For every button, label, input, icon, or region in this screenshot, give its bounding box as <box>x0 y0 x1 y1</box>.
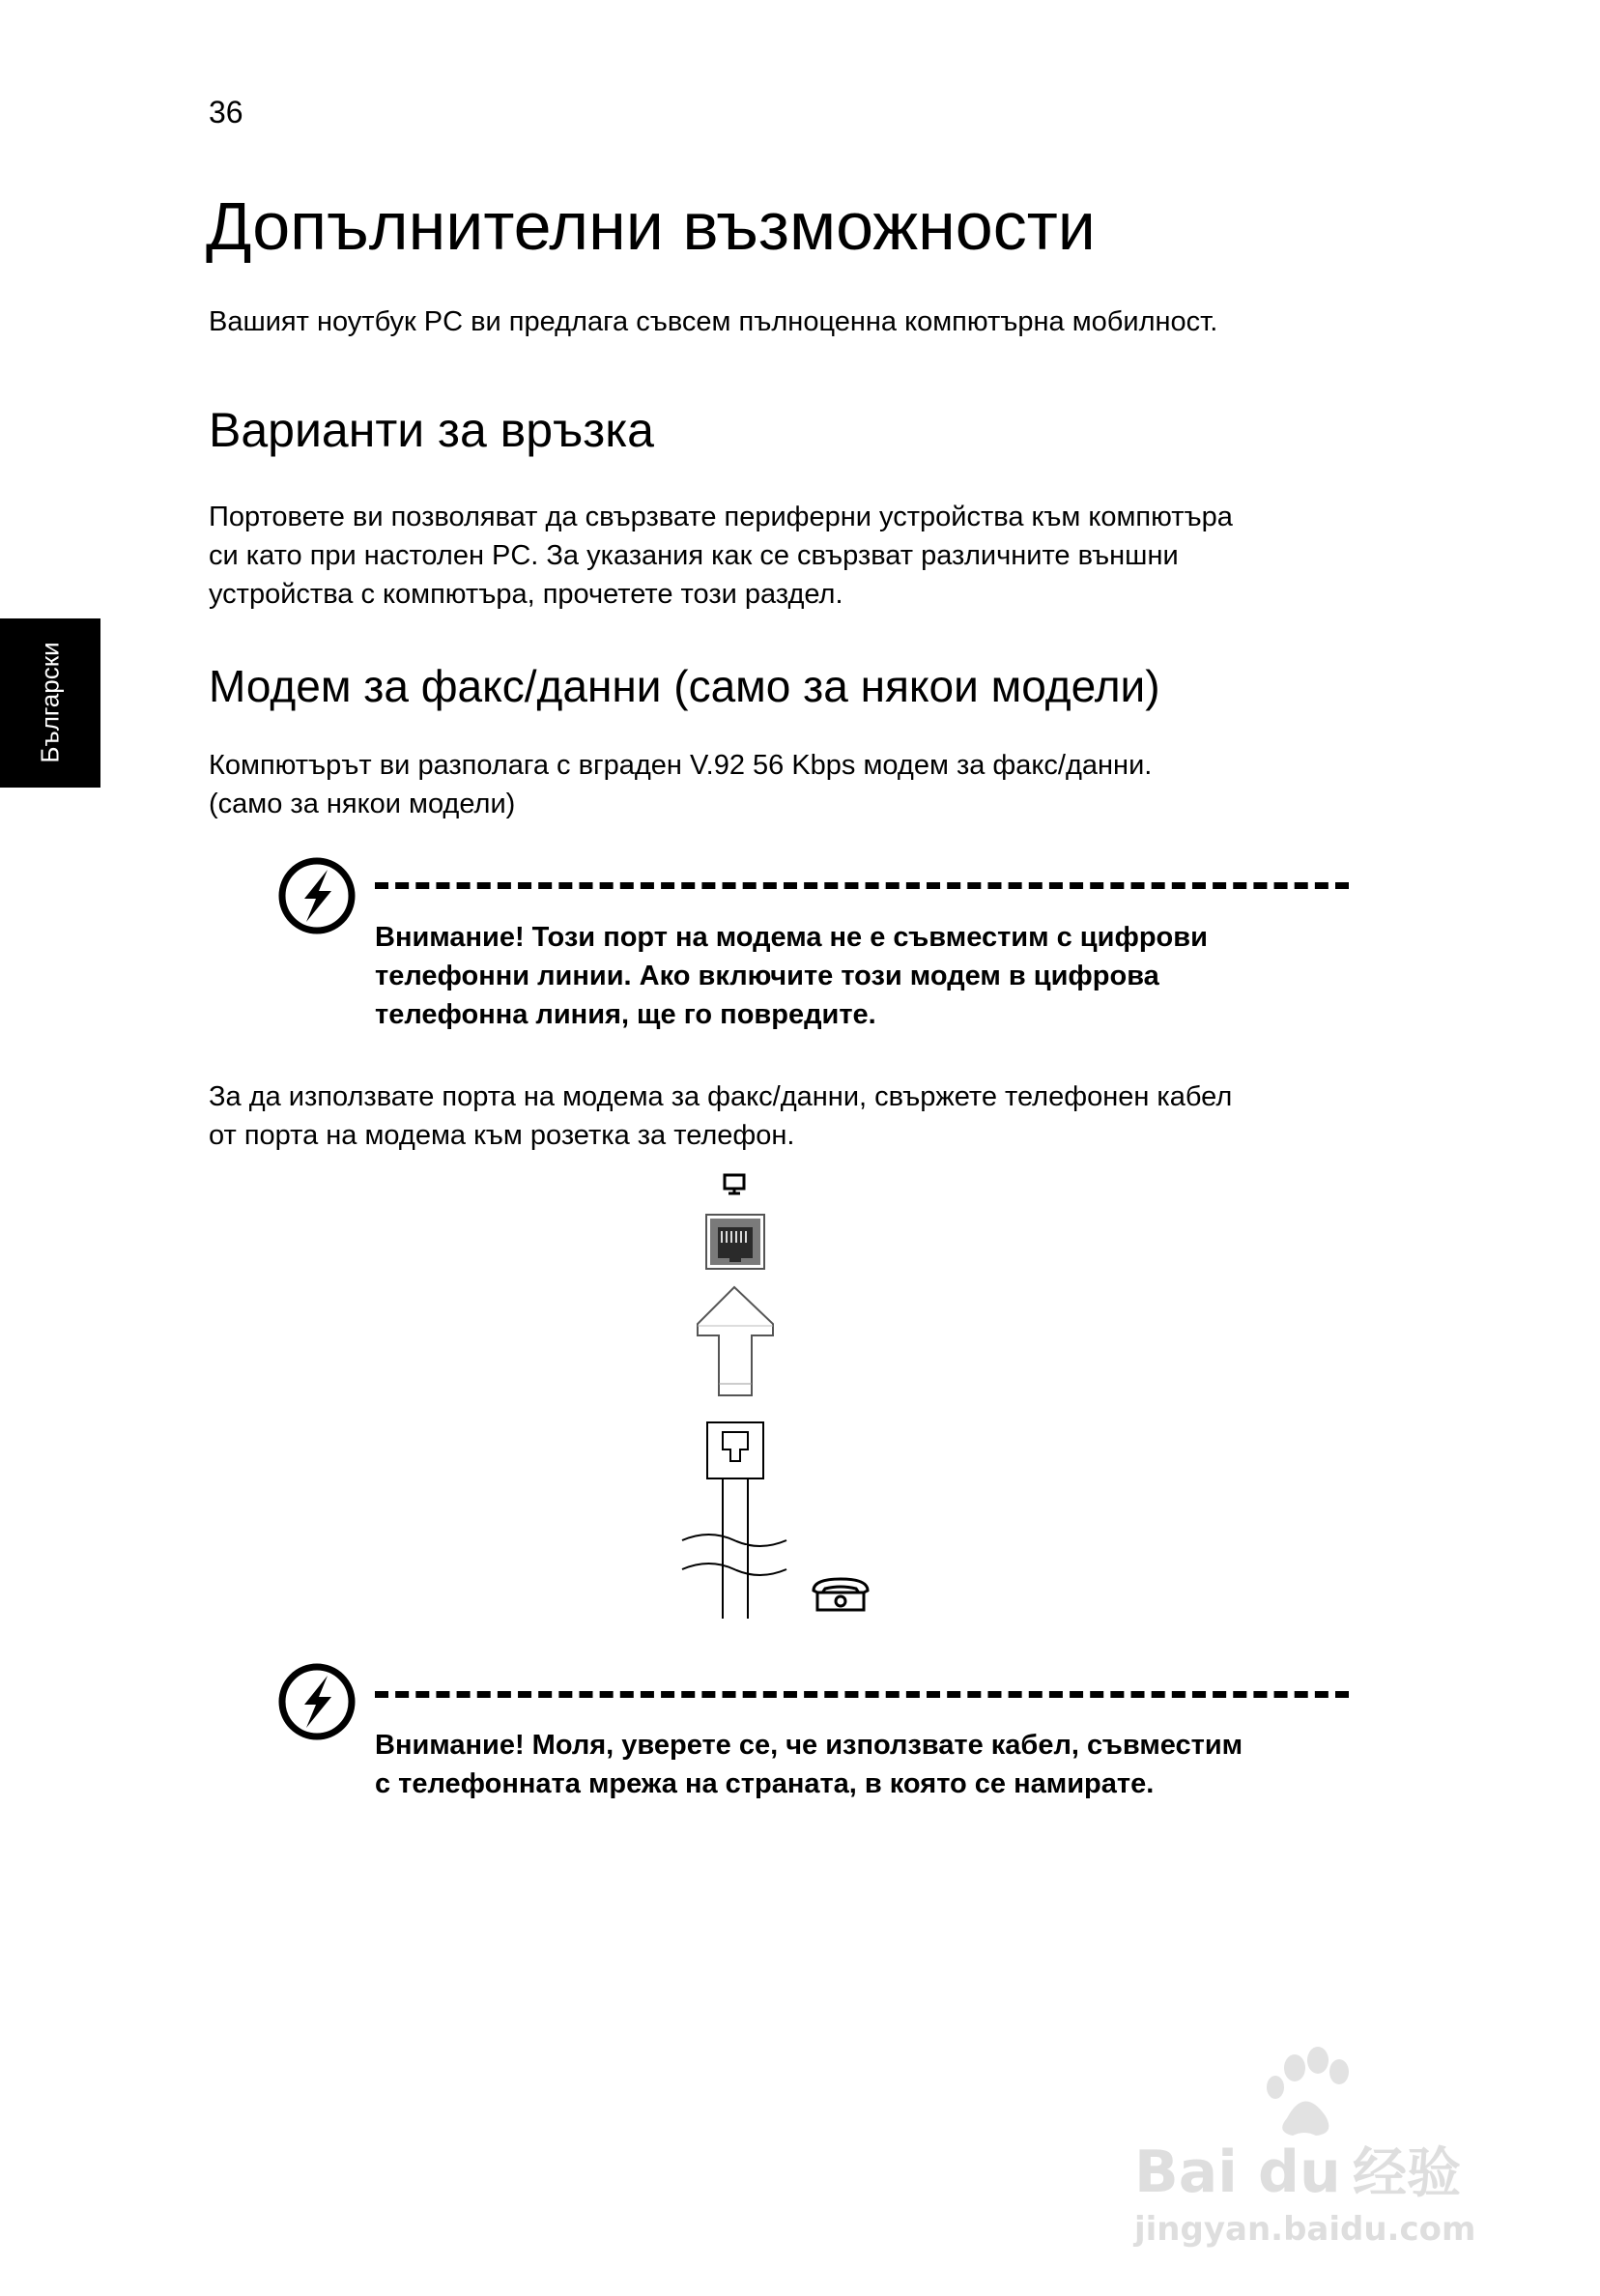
warning-line: с телефонната мрежа на страната, в която се намирате. <box>375 1768 1155 1799</box>
page-number: 36 <box>209 95 243 129</box>
section-heading-connectivity: Варианти за връзка <box>209 403 654 457</box>
warning-icon-1 <box>277 856 357 940</box>
side-tab-label: Български <box>35 642 65 763</box>
paw-logo-icon <box>1267 2047 1349 2136</box>
modem-port-symbol-icon <box>725 1175 744 1193</box>
watermark-cn: 经验 <box>1353 2142 1461 2205</box>
ports-paragraph <box>209 498 1233 614</box>
warning-icon-2 <box>277 1662 357 1746</box>
ports-line: Портовете ви позволяват да свързвате периферни устройства към компютъра <box>209 502 1233 532</box>
rj11-plug-icon <box>707 1422 763 1619</box>
warning-text-1 <box>375 918 1208 1034</box>
watermark-brand2: du <box>1258 2138 1341 2206</box>
section-heading-modem: Модем за факс/данни (само за някои модели) <box>209 661 1160 711</box>
modem-paragraph <box>209 746 1152 823</box>
ports-line: устройства с компютъра, прочетете този раздел. <box>209 579 843 610</box>
warning-divider-1 <box>375 882 1349 889</box>
warning-line: Внимание! Този порт на модема не е съвместим с цифрови <box>375 922 1208 953</box>
warning-text-2 <box>375 1726 1243 1803</box>
usage-line: За да използвате порта на модема за факс/данни, свържете телефонен кабел <box>209 1081 1233 1112</box>
rj11-jack-icon <box>706 1215 764 1269</box>
warning-lightning-icon <box>277 856 357 935</box>
warning-line: Внимание! Моля, уверете се, че използвате кабел, съвместим <box>375 1730 1243 1761</box>
watermark-url: jingyan.baidu.com <box>1134 2210 1476 2249</box>
warning-divider-2 <box>375 1691 1349 1698</box>
telephone-icon <box>814 1579 868 1610</box>
language-side-tab <box>0 618 100 788</box>
baidu-watermark <box>1111 2029 1498 2261</box>
warning-line: телефонна линия, ще го повредите. <box>375 999 876 1030</box>
modem-connection-diagram <box>676 1169 889 1623</box>
warning-line: телефонни линии. Ако включите този модем в цифрова <box>375 961 1159 991</box>
usage-line: от порта на модема към розетка за телефон. <box>209 1120 795 1151</box>
ports-line: си като при настолен PC. За указания как се свързват различните външни <box>209 540 1179 571</box>
cable-break-icon <box>682 1535 786 1575</box>
modem-line: (само за някои модели) <box>209 789 516 819</box>
modem-line: Компютърът ви разполага с вграден V.92 56 Kbps модем за факс/данни. <box>209 750 1153 781</box>
watermark-brand: Bai <box>1134 2138 1238 2206</box>
usage-paragraph <box>209 1077 1232 1155</box>
intro-paragraph: Вашият ноутбук PC ви предлага съвсем пълноценна компютърна мобилност. <box>209 306 1218 337</box>
warning-lightning-icon <box>277 1662 357 1741</box>
up-arrow-icon <box>698 1287 773 1395</box>
page-title: Допълнителни възможности <box>206 188 1096 264</box>
